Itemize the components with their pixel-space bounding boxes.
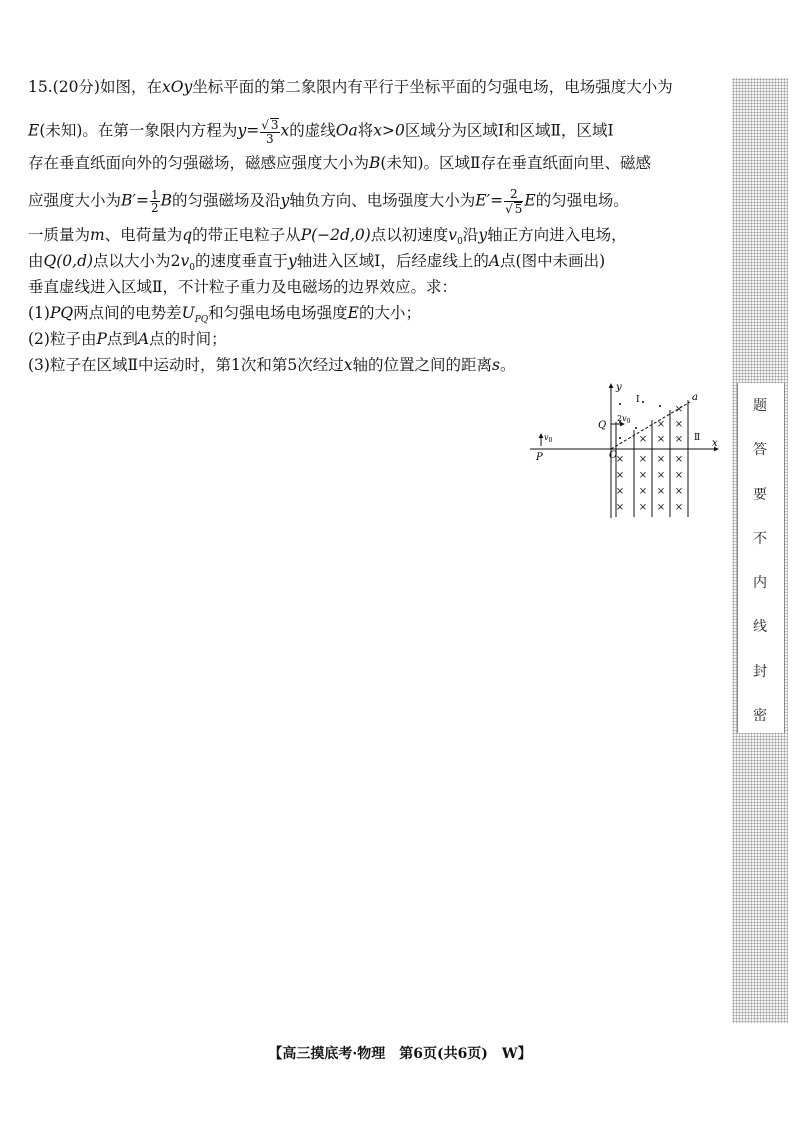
fraction-1-over-2 [150, 189, 160, 215]
text: 点(图中未画出) [500, 252, 606, 270]
sub-0: 0 [457, 237, 463, 248]
fraction-sqrt3-over-3: $\frac{√ 3}{3}$ [261, 118, 279, 146]
sqrt-5: 5 [514, 201, 523, 216]
svg-text:×: × [674, 434, 684, 445]
label-y: y [616, 382, 622, 393]
text: 和匀强电场电场强度 [208, 304, 348, 322]
text: 应强度大小为 [28, 191, 122, 210]
binding-line-notice [745, 395, 775, 725]
text: (未知)。在第一象限内方程为 [39, 121, 238, 140]
sym-B-prime: B′ [121, 191, 136, 210]
svg-text:×: × [674, 486, 684, 497]
sym-P: P [96, 330, 107, 348]
text: (2)粒子由 [28, 330, 97, 348]
label-a: a [692, 392, 698, 403]
sym-Q: Q [43, 252, 57, 270]
svg-text:×: × [674, 404, 684, 415]
numerator-2: 2 [504, 188, 523, 202]
svg-text:×: × [674, 419, 684, 430]
text: 轴正方向进入电场， [487, 226, 627, 244]
sym-E: E [347, 304, 359, 322]
text: 轴负方向、电场强度大小为 [289, 191, 476, 210]
svg-text:×: × [638, 502, 648, 513]
sym-B: B [160, 191, 172, 210]
svg-text:×: × [656, 470, 666, 481]
sym-m: m [90, 226, 105, 244]
svg-text:×: × [674, 502, 684, 513]
sym-y: y [280, 191, 290, 210]
sym-xOy: xOy [162, 78, 193, 96]
question-1 [28, 306, 421, 325]
sym-eq: = [246, 121, 260, 140]
svg-text:×: × [674, 470, 684, 481]
text: 两点间的电势差 [73, 304, 182, 322]
notice-char: 密 [753, 707, 767, 724]
notice-char: 答 [753, 442, 767, 459]
svg-text:×: × [615, 470, 625, 481]
text: (3)粒子在区域Ⅱ中运动时，第1次和第5次经过 [28, 356, 344, 374]
svg-text:×: × [638, 454, 648, 465]
text: 的虚线 [289, 121, 336, 140]
problem-line-4 [28, 188, 629, 215]
text: 轴的位置之间的距离 [352, 356, 492, 374]
sym-A: A [137, 330, 150, 348]
svg-text:×: × [615, 502, 625, 513]
sym-E-prime: E′ [475, 191, 491, 210]
text: 、电荷量为 [104, 226, 183, 244]
sym-E: E [28, 121, 40, 140]
text: 的匀强电场。 [535, 191, 629, 210]
text: 存在垂直纸面向外的匀强磁场，磁感应强度大小为 [28, 154, 370, 172]
svg-text:×: × [656, 419, 666, 430]
label-Q: Q [598, 420, 607, 431]
text: 坐标平面的第二象限内有平行于坐标平面的匀强电场，电场强度大小为 [192, 78, 673, 96]
text: 点以大小为 [93, 252, 171, 270]
problem-line-1 [28, 80, 673, 96]
notice-char: 内 [753, 575, 767, 592]
text: 的匀强磁场及沿 [171, 191, 281, 210]
problem-line-7: 垂直虚线进入区域Ⅱ，不计粒子重力及电磁场的边界效应。求： [28, 278, 458, 296]
svg-text:×: × [656, 434, 666, 445]
text: 轴进入区域Ⅰ，后经虚线上的 [296, 252, 489, 270]
svg-text:×: × [638, 486, 648, 497]
sym-y: y [287, 252, 297, 270]
sym-x-gt-0: x>0 [373, 121, 405, 140]
sym-Q-coord: (0,d) [56, 252, 94, 270]
label-region-II: Ⅱ [694, 433, 701, 443]
label-region-I: Ⅰ [636, 395, 640, 405]
text: 点到 [106, 330, 138, 348]
svg-text:×: × [656, 454, 666, 465]
fraction-2-over-sqrt5: $\frac{2}{√ 5}$ [505, 187, 523, 216]
sym-v: v [180, 252, 190, 270]
sub-0: 0 [189, 263, 195, 274]
svg-text:×: × [656, 486, 666, 497]
svg-text:×: × [615, 486, 625, 497]
text: 如图，在 [99, 78, 162, 96]
label-O: O [609, 450, 618, 461]
sym-y: y [478, 226, 488, 244]
sym-P: P [300, 226, 312, 244]
svg-text:×: × [615, 454, 625, 465]
sym-B: B [369, 154, 381, 172]
svg-text:×: × [656, 502, 666, 513]
svg-text:×: × [674, 454, 684, 465]
numerator-1: 1 [150, 187, 159, 202]
text: 的速度垂直于 [194, 252, 288, 270]
sym-Oa: Oa [335, 121, 358, 140]
sym-y: y [237, 121, 247, 140]
sym-v: v [448, 226, 458, 244]
sub-PQ: PQ [194, 315, 209, 326]
denominator-3: 3 [266, 131, 274, 146]
text: 的带正电粒子从 [192, 226, 301, 244]
problem-points: (20分) [52, 78, 100, 96]
problem-line-6 [28, 254, 605, 273]
problem-line-5 [28, 228, 627, 247]
label-P: P [536, 452, 543, 463]
text: 沿 [462, 226, 479, 244]
notice-char: 不 [753, 530, 767, 547]
sym-eq: = [135, 191, 149, 210]
text: 。 [499, 356, 516, 374]
sym-A: A [488, 252, 501, 270]
svg-text:×: × [638, 470, 648, 481]
notice-char: 题 [753, 398, 767, 414]
text: 一质量为 [28, 226, 91, 244]
text: 点的时间； [149, 330, 227, 348]
problem-line-2 [28, 118, 614, 145]
text: 将 [357, 121, 374, 140]
text: 的大小； [358, 304, 421, 322]
denominator-2: 2 [150, 201, 159, 216]
sym-x: x [343, 356, 353, 374]
sym-U: U [181, 304, 195, 322]
question-2 [28, 332, 227, 348]
text: (1) [28, 304, 50, 322]
label-x: x [712, 438, 718, 449]
notice-char: 线 [753, 619, 767, 636]
label-2v0: $2v_0$ [617, 414, 631, 425]
page-footer: 【高三摸底考·物理 第6页(共6页) W】 [268, 1046, 532, 1062]
sym-PQ: PQ [49, 304, 74, 322]
sym-eq: = [490, 191, 504, 210]
field-diagram [528, 382, 728, 522]
sym-E: E [524, 191, 536, 210]
label-v0: $v_0$ [544, 433, 553, 444]
svg-text:×: × [638, 434, 648, 445]
text: 由 [28, 252, 44, 270]
notice-char: 封 [753, 663, 767, 680]
sym-x: x [280, 121, 290, 140]
sym-s: s [491, 356, 500, 374]
sym-q: q [182, 226, 193, 244]
notice-char: 要 [753, 486, 767, 503]
sym-2: 2 [170, 252, 181, 270]
sym-P-coord: (−2d,0) [311, 226, 371, 244]
sqrt-3: 3 [270, 118, 279, 132]
problem-line-3 [28, 156, 651, 172]
problem-number: 15. [28, 78, 53, 96]
text: (未知)。区域Ⅱ存在垂直纸面向里、磁感 [380, 154, 652, 172]
question-3 [28, 358, 515, 374]
text: 区域分为区域Ⅰ和区域Ⅱ，区域Ⅰ [404, 121, 614, 140]
text: 点以初速度 [370, 226, 449, 244]
